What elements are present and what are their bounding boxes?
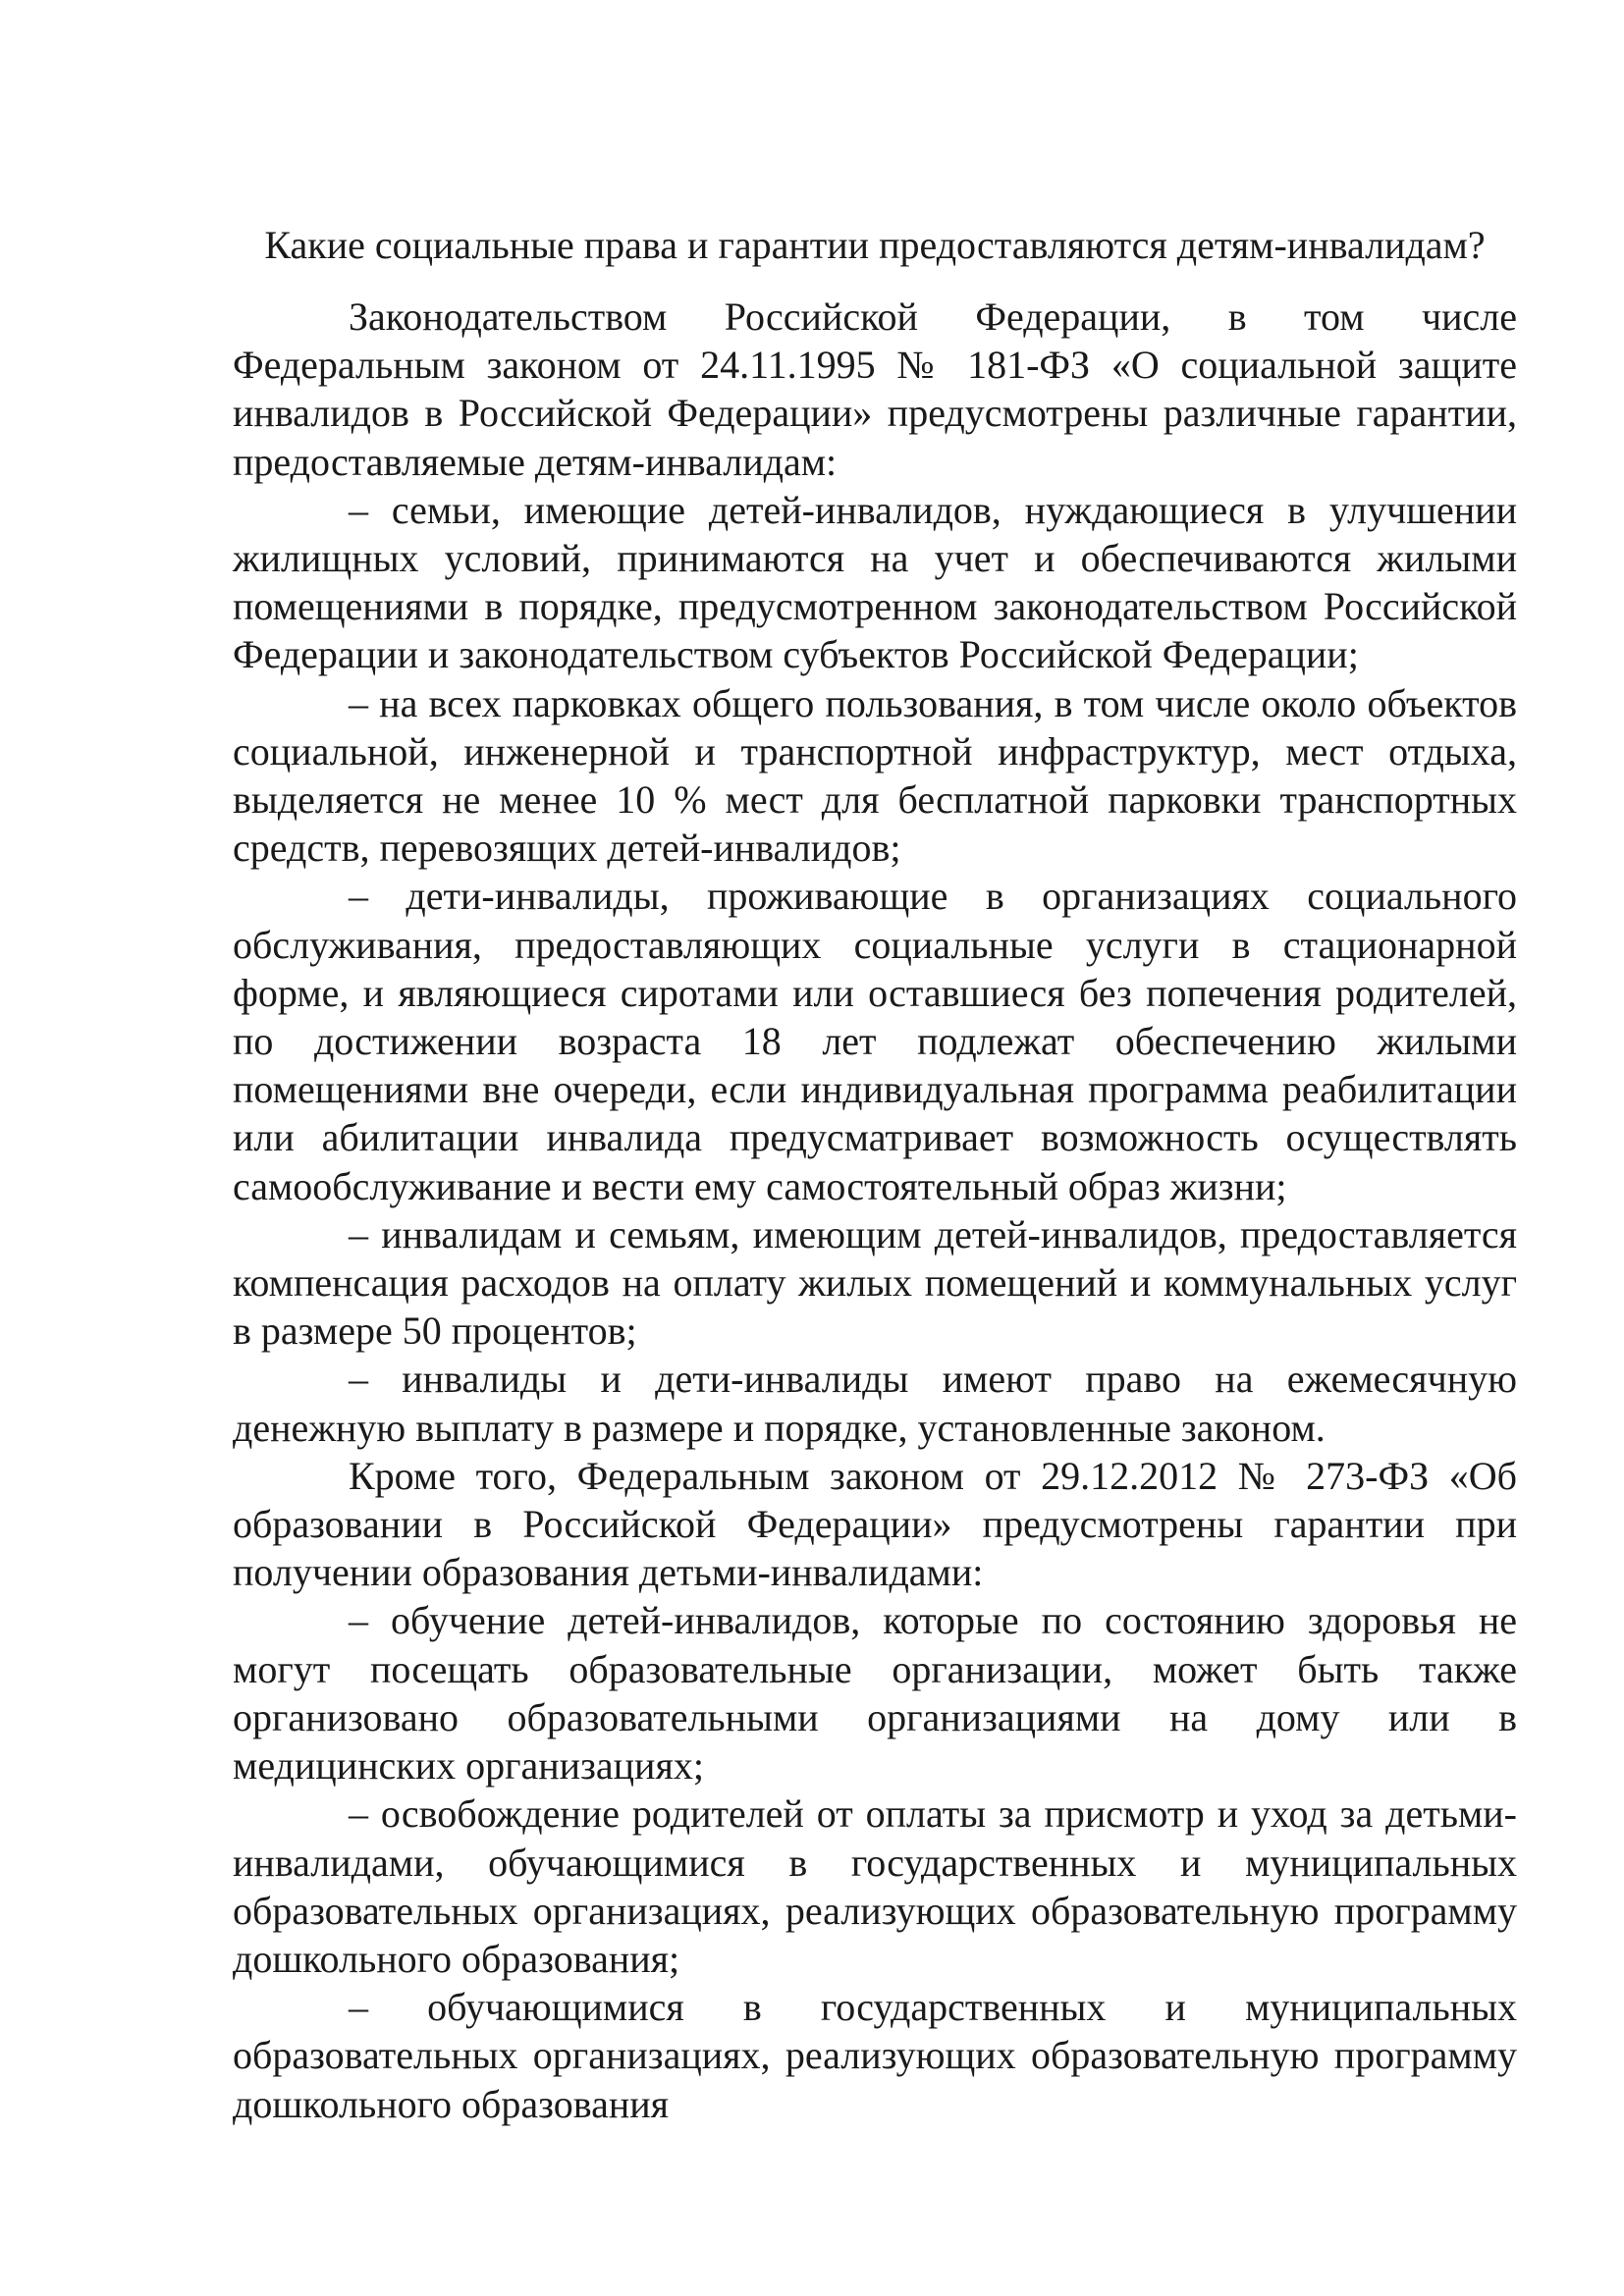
intro-paragraph: Законодательством Российской Федерации, в том числе Федеральным законом от 24.11.1995 № 181-ФЗ «О социальной защите инвалидов в Российской Федерации» предусмотрены различные гарантии, предоставляемые детям-инвалидам: bbox=[233, 294, 1517, 484]
document-body bbox=[233, 221, 1517, 2128]
document-title: Какие социальные права и гарантии предоставляются детям-инвалидам? bbox=[264, 223, 1486, 267]
list-item-parking: – на всех парковках общего пользования, в том числе около объектов социальной, инженерной и транспортной инфраструктур, мест отдыха, выделяется не менее 10 % мест для бесплатной парковки транспортных средств, перевозящих детей-инвалидов; bbox=[233, 680, 1517, 871]
list-item-home-education: – обучение детей-инвалидов, которые по состоянию здоровья не могут посещать образовательные организации, может быть также организовано образовательными организациями на дому или в медицинских организациях; bbox=[233, 1598, 1517, 1789]
list-item-monthly-payment: – инвалиды и дети-инвалиды имеют право на ежемесячную денежную выплату в размере и порядке, установленные законом. bbox=[233, 1357, 1517, 1450]
list-item-housing: – семьи, имеющие детей-инвалидов, нуждающиеся в улучшении жилищных условий, принимаются на учет и обеспечиваются жилыми помещениями в порядке, предусмотренном законодательством Российской Федерации и законодательством субъектов Российской Федерации; bbox=[233, 487, 1517, 677]
list-item-fee-exemption: – освобождение родителей от оплаты за присмотр и уход за детьми-инвалидами, обучающимися в государственных и муниципальных образовательных организациях, реализующих образовательную программу дошкольного образования; bbox=[233, 1791, 1517, 1981]
education-paragraph: Кроме того, Федеральным законом от 29.12.2012 № 273-ФЗ «Об образовании в Российской Федерации» предусмотрены гарантии при получении образования детьми-инвалидами: bbox=[233, 1453, 1517, 1595]
list-item-orphans-housing: – дети-инвалиды, проживающие в организациях социального обслуживания, предоставляющих социальные услуги в стационарной форме, и являющиеся сиротами или оставшиеся без попечения родителей, по достижении возраста 18 лет подлежат обеспечению жилыми помещениями вне очереди, если индивидуальная программа реабилитации или абилитации инвалида предусматривает возможность осуществлять самообслуживание и вести ему самостоятельный образ жизни; bbox=[233, 874, 1517, 1208]
list-item-preschool: – обучающимися в государственных и муниципальных образовательных организациях, реализующих образовательную программу дошкольного образования bbox=[233, 1985, 1517, 2126]
list-item-compensation: – инвалидам и семьям, имеющим детей-инвалидов, предоставляется компенсация расходов на оплату жилых помещений и коммунальных услуг в размере 50 процентов; bbox=[233, 1211, 1517, 1354]
